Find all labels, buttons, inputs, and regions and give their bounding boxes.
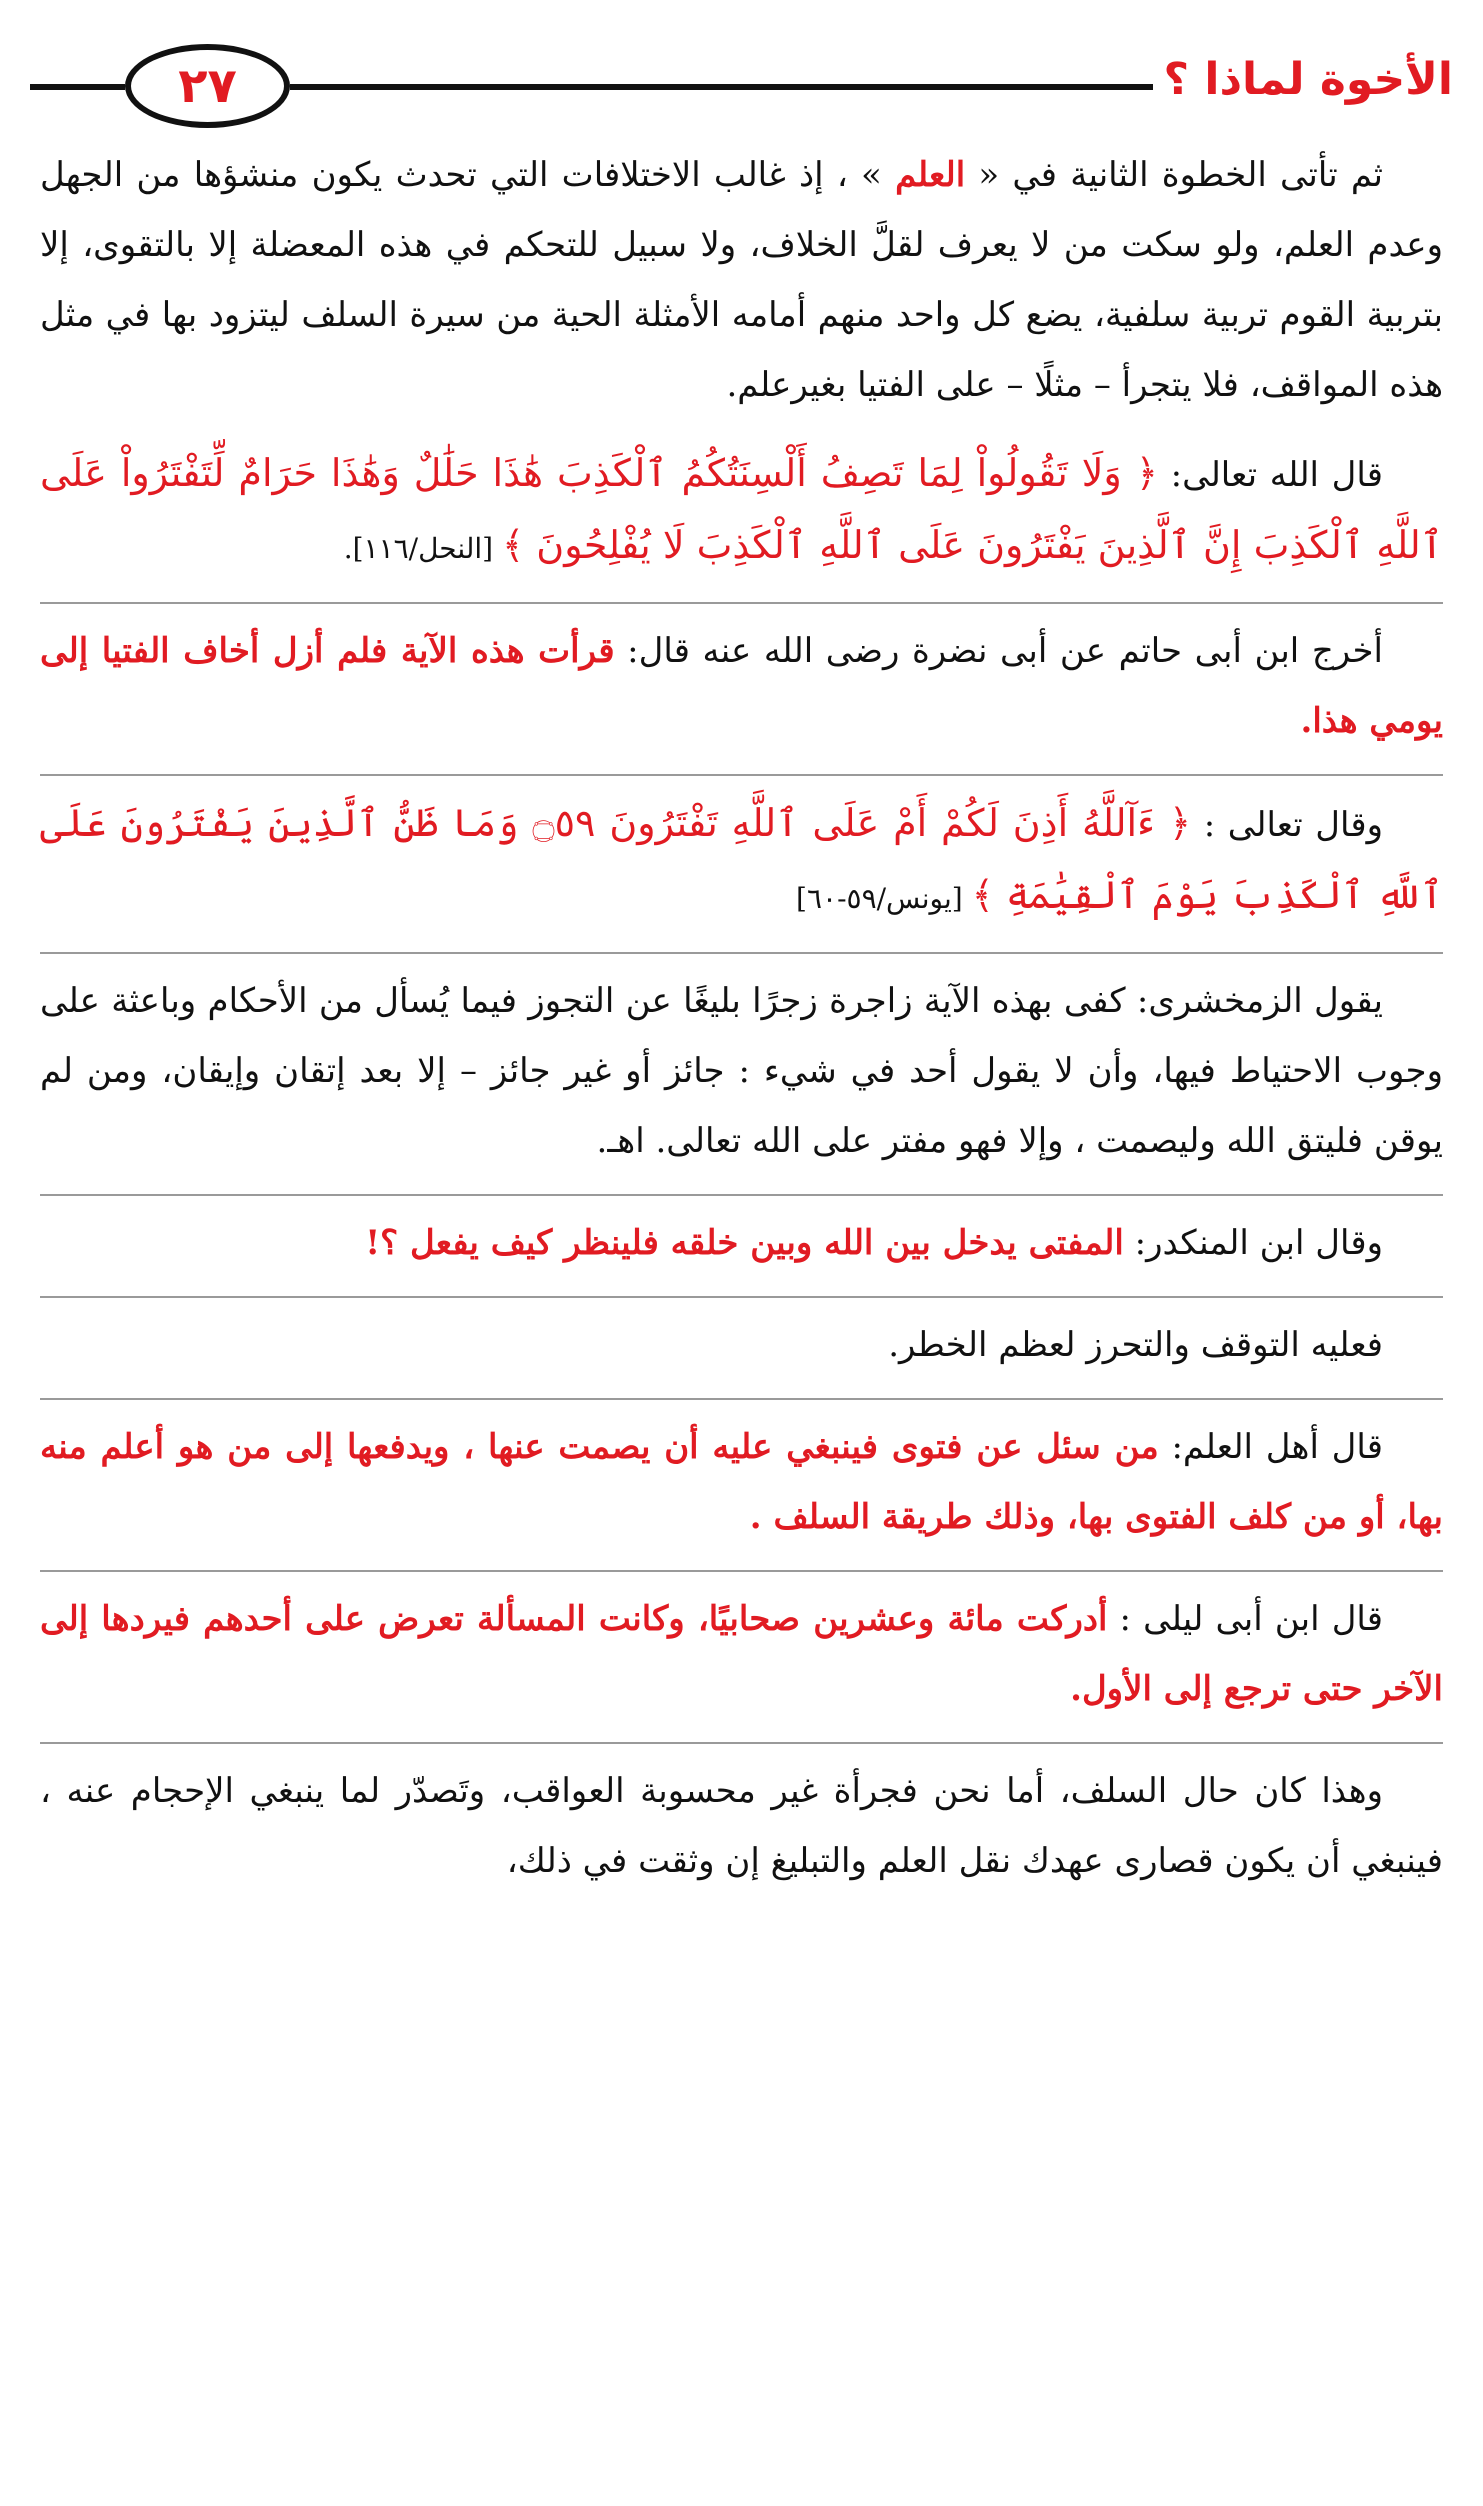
text-span: قال الله تعالى: [1157, 455, 1383, 495]
paragraph-abu-nadra [40, 616, 1443, 756]
header-rule-right [290, 84, 1153, 90]
highlight-quote: المفتى يدخل بين الله وبين خلقه فلينظر كيف يفعل ؟! [365, 1223, 1124, 1263]
text-span: قال ابن أبى ليلى : [1107, 1599, 1384, 1639]
paragraph-knowledge [40, 140, 1443, 420]
divider [40, 602, 1443, 604]
running-title: الأخوة لماذا ؟ [1163, 54, 1453, 105]
highlight-quote: من سئل عن فتوى فينبغي عليه أن يصمت عنها ، ويدفعها إلى من هو أعلم منه بها، أو من كلف الفتوى بها، وذلك طريقة السلف . [40, 1427, 1443, 1537]
divider [40, 774, 1443, 776]
highlight-quote: قرأت هذه الآية فلم أزل أخاف الفتيا إلى يومي هذا. [40, 631, 1443, 741]
page-number: ٢٧ [125, 44, 290, 128]
paragraph-ibn-abi-layla [40, 1584, 1443, 1724]
verse-reference: [النحل/١١٦]. [343, 532, 502, 565]
quran-verse: ﴿ وَلَا تَقُولُواْ لِمَا تَصِفُ أَلْسِنَتُكُمُ ٱلْكَذِبَ هَٰذَا حَلَٰلٌ وَهَٰذَا حَرَامٌ لِّتَفْتَرُواْ عَلَى ٱللَّهِ ٱلْكَذِبَ إِنَّ ٱلَّذِينَ يَفْتَرُونَ عَلَى ٱللَّهِ ٱلْكَذِبَ لَا يُفْلِحُونَ ﴾ [40, 451, 1443, 567]
divider [40, 1296, 1443, 1298]
paragraph-salaf-state [40, 1756, 1443, 1896]
paragraph-zamakhshari [40, 966, 1443, 1176]
paragraph-verse-yunus [40, 788, 1443, 934]
text-span: وقال ابن المنكدر: [1123, 1223, 1383, 1263]
text-span: ثم تأتى الخطوة الثانية في « [965, 155, 1383, 195]
divider [40, 1398, 1443, 1400]
text-span: وهذا كان حال السلف، أما نحن فجرأة غير محسوبة العواقب، وتَصدّر لما ينبغي الإحجام عنه ، فينبغي أن يكون قصارى عهدك نقل العلم والتبليغ إن وثقت في ذلك، [40, 1771, 1443, 1881]
text-span: وقال تعالى : [1191, 805, 1383, 845]
highlight-quote: أدركت مائة وعشرين صحابيًا، وكانت المسألة تعرض على أحدهم فيردها إلى الآخر حتى ترجع إلى الأول. [40, 1599, 1443, 1709]
verse-reference: [يونس/٥٩-٦٠] [796, 882, 972, 915]
divider [40, 1194, 1443, 1196]
highlight-word: العلم [895, 155, 966, 195]
paragraph-verse-nahl [40, 438, 1443, 584]
divider [40, 952, 1443, 954]
text-span: » ، إذ غالب الاختلافات التي تحدث يكون منشؤها من الجهل وعدم العلم، ولو سكت من لا يعرف لقلَّ الخلاف، ولا سبيل للتحكم في هذه المعضلة إلا بالتقوى، إلا بتربية القوم تربية سلفية، يضع كل واحد منهم أمامه الأمثلة الحية من سيرة السلف ليتزود بها في مثل هذه المواقف، فلا يتجرأ – مثلًا – على الفتيا بغيرعلم. [40, 155, 1443, 405]
quran-verse: ﴿ ءَآللَّهُ أَذِنَ لَكُمْ أَمْ عَلَى ٱللَّهِ تَفْتَرُونَ ۝٥٩ وَمَا ظَنُّ ٱلَّذِينَ يَفْتَرُونَ عَلَى ٱللَّهِ ٱلْكَذِبَ يَوْمَ ٱلْقِيَٰمَةِ ﴾ [40, 801, 1443, 917]
page-body [40, 140, 1443, 1914]
header-rule-left [30, 84, 125, 90]
text-span: فعليه التوقف والتحرز لعظم الخطر. [888, 1325, 1383, 1365]
text-span: قال أهل العلم: [1158, 1427, 1383, 1467]
paragraph-ibn-munkadir [40, 1208, 1443, 1278]
page-header [30, 40, 1453, 130]
divider [40, 1570, 1443, 1572]
text-span: يقول الزمخشرى: كفى بهذه الآية زاجرة زجرًا بليغًا عن التجوز فيما يُسأل من الأحكام وباعثة على وجوب الاحتياط فيها، وأن لا يقول أحد في شيء : جائز أو غير جائز – إلا بعد إتقان وإيقان، ومن لم يوقن فليتق الله وليصمت ، وإلا فهو مفتر على الله تعالى. اهـ. [40, 981, 1443, 1161]
text-span: أخرج ابن أبى حاتم عن أبى نضرة رضى الله عنه قال: [614, 631, 1383, 671]
paragraph-scholars [40, 1412, 1443, 1552]
divider [40, 1742, 1443, 1744]
paragraph-caution [40, 1310, 1443, 1380]
